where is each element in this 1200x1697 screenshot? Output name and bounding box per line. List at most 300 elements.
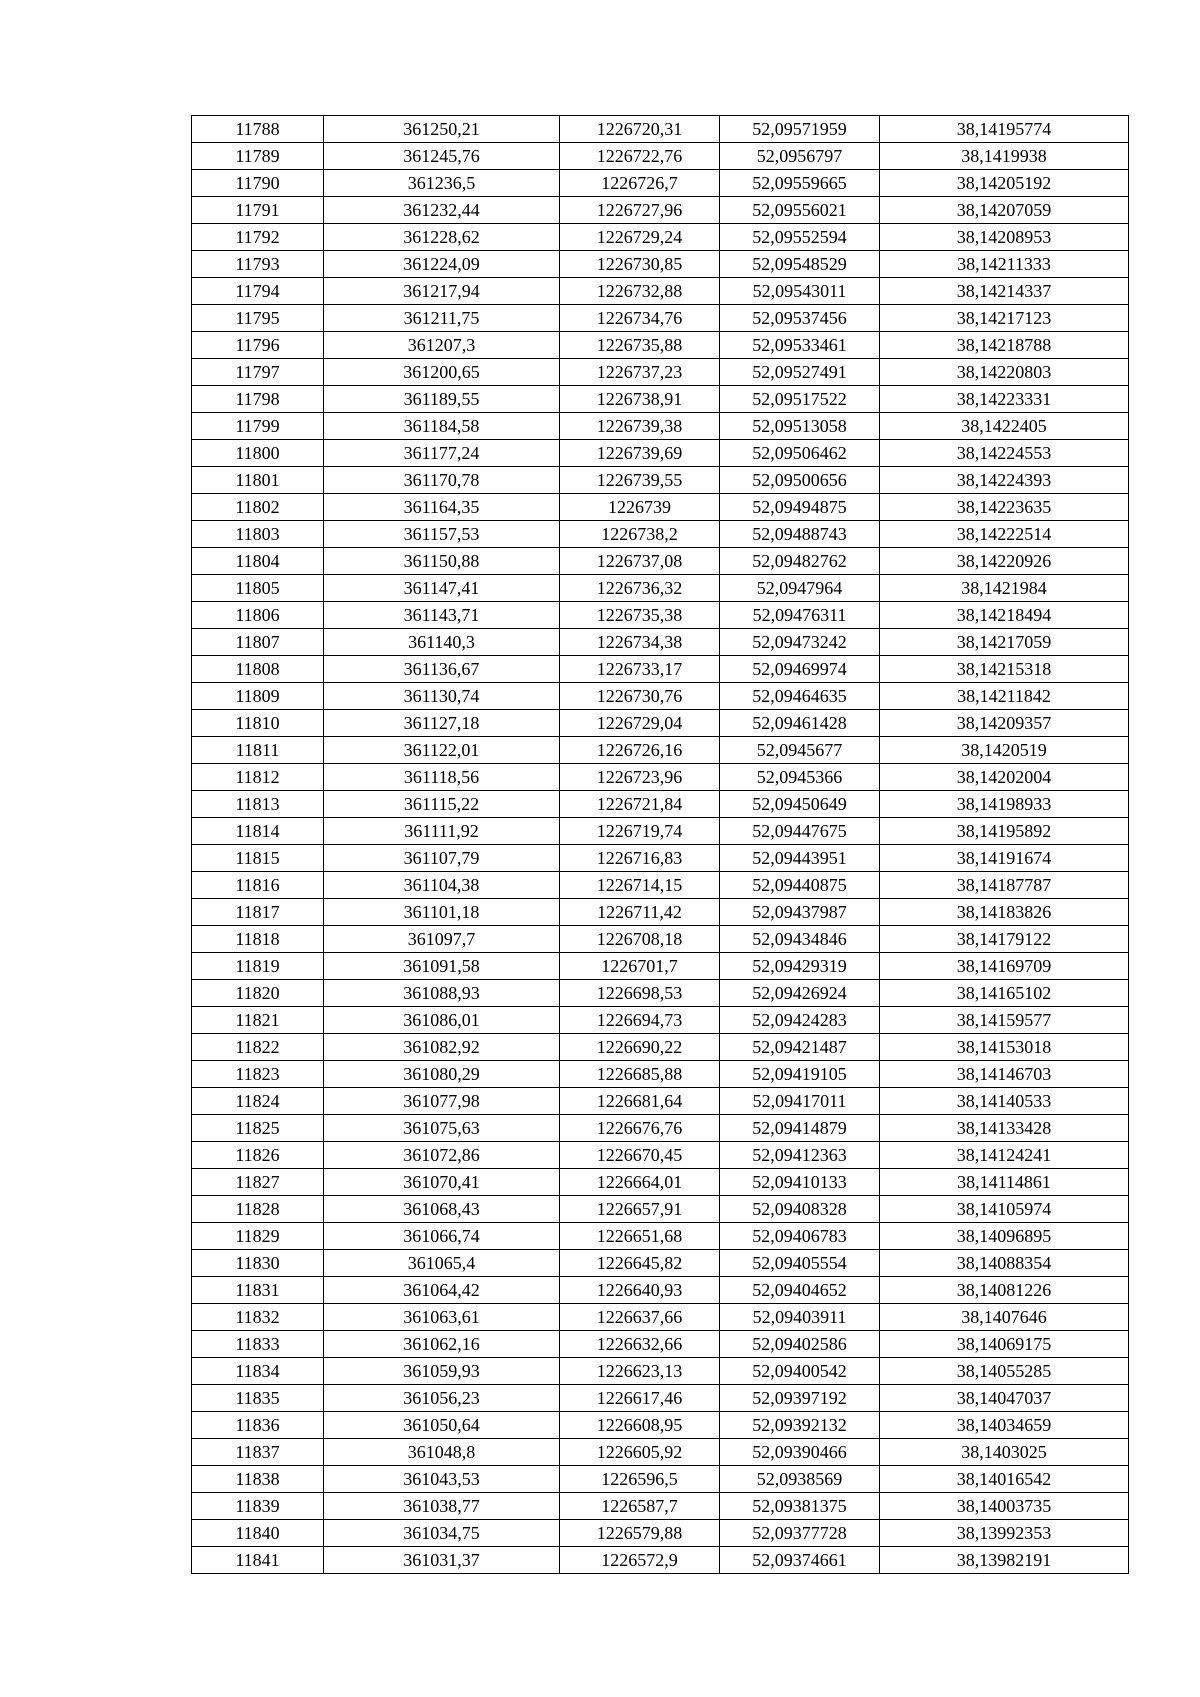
table-row — [192, 1223, 1129, 1250]
table-row — [192, 575, 1129, 602]
latitude-cell: 52,09429319 — [720, 953, 880, 980]
point-number-cell: 11829 — [192, 1223, 324, 1250]
latitude-cell: 52,09417011 — [720, 1088, 880, 1115]
table-row — [192, 1520, 1129, 1547]
y-coordinate-cell: 1226690,22 — [560, 1034, 720, 1061]
x-coordinate-cell: 361059,93 — [324, 1358, 560, 1385]
table-row — [192, 1250, 1129, 1277]
point-number-cell: 11815 — [192, 845, 324, 872]
x-coordinate-cell: 361236,5 — [324, 170, 560, 197]
longitude-cell: 38,14223635 — [880, 494, 1129, 521]
x-coordinate-cell: 361070,41 — [324, 1169, 560, 1196]
x-coordinate-cell: 361050,64 — [324, 1412, 560, 1439]
x-coordinate-cell: 361170,78 — [324, 467, 560, 494]
latitude-cell: 52,09434846 — [720, 926, 880, 953]
x-coordinate-cell: 361232,44 — [324, 197, 560, 224]
table-row — [192, 305, 1129, 332]
longitude-cell: 38,14207059 — [880, 197, 1129, 224]
longitude-cell: 38,14187787 — [880, 872, 1129, 899]
y-coordinate-cell: 1226632,66 — [560, 1331, 720, 1358]
latitude-cell: 52,09537456 — [720, 305, 880, 332]
table-row — [192, 170, 1129, 197]
x-coordinate-cell: 361066,74 — [324, 1223, 560, 1250]
point-number-cell: 11821 — [192, 1007, 324, 1034]
y-coordinate-cell: 1226726,7 — [560, 170, 720, 197]
y-coordinate-cell: 1226708,18 — [560, 926, 720, 953]
longitude-cell: 38,14016542 — [880, 1466, 1129, 1493]
x-coordinate-cell: 361224,09 — [324, 251, 560, 278]
table-row — [192, 494, 1129, 521]
y-coordinate-cell: 1226719,74 — [560, 818, 720, 845]
point-number-cell: 11835 — [192, 1385, 324, 1412]
y-coordinate-cell: 1226735,88 — [560, 332, 720, 359]
point-number-cell: 11790 — [192, 170, 324, 197]
longitude-cell: 38,14088354 — [880, 1250, 1129, 1277]
point-number-cell: 11791 — [192, 197, 324, 224]
y-coordinate-cell: 1226637,66 — [560, 1304, 720, 1331]
y-coordinate-cell: 1226605,92 — [560, 1439, 720, 1466]
longitude-cell: 38,14169709 — [880, 953, 1129, 980]
table-row — [192, 629, 1129, 656]
table-row — [192, 251, 1129, 278]
longitude-cell: 38,1407646 — [880, 1304, 1129, 1331]
point-number-cell: 11805 — [192, 575, 324, 602]
latitude-cell: 52,09469974 — [720, 656, 880, 683]
y-coordinate-cell: 1226670,45 — [560, 1142, 720, 1169]
x-coordinate-cell: 361143,71 — [324, 602, 560, 629]
point-number-cell: 11811 — [192, 737, 324, 764]
latitude-cell: 52,09559665 — [720, 170, 880, 197]
y-coordinate-cell: 1226587,7 — [560, 1493, 720, 1520]
y-coordinate-cell: 1226596,5 — [560, 1466, 720, 1493]
point-number-cell: 11812 — [192, 764, 324, 791]
latitude-cell: 52,09412363 — [720, 1142, 880, 1169]
longitude-cell: 38,14222514 — [880, 521, 1129, 548]
point-number-cell: 11813 — [192, 791, 324, 818]
y-coordinate-cell: 1226734,38 — [560, 629, 720, 656]
y-coordinate-cell: 1226694,73 — [560, 1007, 720, 1034]
latitude-cell: 52,09403911 — [720, 1304, 880, 1331]
point-number-cell: 11802 — [192, 494, 324, 521]
latitude-cell: 52,09421487 — [720, 1034, 880, 1061]
point-number-cell: 11834 — [192, 1358, 324, 1385]
x-coordinate-cell: 361086,01 — [324, 1007, 560, 1034]
x-coordinate-cell: 361075,63 — [324, 1115, 560, 1142]
point-number-cell: 11840 — [192, 1520, 324, 1547]
table-row — [192, 980, 1129, 1007]
table-row — [192, 278, 1129, 305]
x-coordinate-cell: 361228,62 — [324, 224, 560, 251]
table-row — [192, 1412, 1129, 1439]
longitude-cell: 38,14195892 — [880, 818, 1129, 845]
point-number-cell: 11833 — [192, 1331, 324, 1358]
table-row — [192, 116, 1129, 143]
x-coordinate-cell: 361207,3 — [324, 332, 560, 359]
longitude-cell: 38,14124241 — [880, 1142, 1129, 1169]
point-number-cell: 11841 — [192, 1547, 324, 1574]
point-number-cell: 11816 — [192, 872, 324, 899]
point-number-cell: 11795 — [192, 305, 324, 332]
x-coordinate-cell: 361164,35 — [324, 494, 560, 521]
table-row — [192, 710, 1129, 737]
x-coordinate-cell: 361048,8 — [324, 1439, 560, 1466]
longitude-cell: 38,14208953 — [880, 224, 1129, 251]
latitude-cell: 52,09408328 — [720, 1196, 880, 1223]
x-coordinate-cell: 361038,77 — [324, 1493, 560, 1520]
y-coordinate-cell: 1226698,53 — [560, 980, 720, 1007]
latitude-cell: 52,09517522 — [720, 386, 880, 413]
table-row — [192, 1304, 1129, 1331]
y-coordinate-cell: 1226645,82 — [560, 1250, 720, 1277]
y-coordinate-cell: 1226721,84 — [560, 791, 720, 818]
coordinates-table-body — [192, 116, 1129, 1574]
y-coordinate-cell: 1226732,88 — [560, 278, 720, 305]
y-coordinate-cell: 1226664,01 — [560, 1169, 720, 1196]
point-number-cell: 11825 — [192, 1115, 324, 1142]
latitude-cell: 52,0947964 — [720, 575, 880, 602]
table-row — [192, 1196, 1129, 1223]
y-coordinate-cell: 1226723,96 — [560, 764, 720, 791]
longitude-cell: 38,14146703 — [880, 1061, 1129, 1088]
point-number-cell: 11789 — [192, 143, 324, 170]
longitude-cell: 38,1419938 — [880, 143, 1129, 170]
y-coordinate-cell: 1226738,91 — [560, 386, 720, 413]
latitude-cell: 52,09381375 — [720, 1493, 880, 1520]
point-number-cell: 11819 — [192, 953, 324, 980]
x-coordinate-cell: 361064,42 — [324, 1277, 560, 1304]
table-row — [192, 440, 1129, 467]
longitude-cell: 38,14217059 — [880, 629, 1129, 656]
y-coordinate-cell: 1226737,23 — [560, 359, 720, 386]
point-number-cell: 11798 — [192, 386, 324, 413]
table-row — [192, 926, 1129, 953]
point-number-cell: 11831 — [192, 1277, 324, 1304]
point-number-cell: 11801 — [192, 467, 324, 494]
x-coordinate-cell: 361111,92 — [324, 818, 560, 845]
y-coordinate-cell: 1226738,2 — [560, 521, 720, 548]
latitude-cell: 52,09437987 — [720, 899, 880, 926]
y-coordinate-cell: 1226608,95 — [560, 1412, 720, 1439]
table-row — [192, 953, 1129, 980]
latitude-cell: 52,09506462 — [720, 440, 880, 467]
y-coordinate-cell: 1226737,08 — [560, 548, 720, 575]
table-row — [192, 548, 1129, 575]
longitude-cell: 38,14081226 — [880, 1277, 1129, 1304]
table-row — [192, 1169, 1129, 1196]
x-coordinate-cell: 361056,23 — [324, 1385, 560, 1412]
latitude-cell: 52,0945366 — [720, 764, 880, 791]
x-coordinate-cell: 361189,55 — [324, 386, 560, 413]
x-coordinate-cell: 361065,4 — [324, 1250, 560, 1277]
table-row — [192, 791, 1129, 818]
longitude-cell: 38,13982191 — [880, 1547, 1129, 1574]
point-number-cell: 11809 — [192, 683, 324, 710]
y-coordinate-cell: 1226714,15 — [560, 872, 720, 899]
y-coordinate-cell: 1226739 — [560, 494, 720, 521]
latitude-cell: 52,09404652 — [720, 1277, 880, 1304]
table-row — [192, 1277, 1129, 1304]
x-coordinate-cell: 361136,67 — [324, 656, 560, 683]
table-row — [192, 1385, 1129, 1412]
y-coordinate-cell: 1226739,55 — [560, 467, 720, 494]
x-coordinate-cell: 361250,21 — [324, 116, 560, 143]
table-row — [192, 332, 1129, 359]
y-coordinate-cell: 1226685,88 — [560, 1061, 720, 1088]
latitude-cell: 52,09556021 — [720, 197, 880, 224]
longitude-cell: 38,14140533 — [880, 1088, 1129, 1115]
latitude-cell: 52,0945677 — [720, 737, 880, 764]
longitude-cell: 38,14209357 — [880, 710, 1129, 737]
longitude-cell: 38,14224393 — [880, 467, 1129, 494]
x-coordinate-cell: 361127,18 — [324, 710, 560, 737]
latitude-cell: 52,09450649 — [720, 791, 880, 818]
longitude-cell: 38,14159577 — [880, 1007, 1129, 1034]
latitude-cell: 52,09488743 — [720, 521, 880, 548]
latitude-cell: 52,09390466 — [720, 1439, 880, 1466]
latitude-cell: 52,09494875 — [720, 494, 880, 521]
longitude-cell: 38,14165102 — [880, 980, 1129, 1007]
point-number-cell: 11830 — [192, 1250, 324, 1277]
x-coordinate-cell: 361077,98 — [324, 1088, 560, 1115]
table-row — [192, 521, 1129, 548]
table-row — [192, 1061, 1129, 1088]
table-row — [192, 467, 1129, 494]
table-row — [192, 413, 1129, 440]
latitude-cell: 52,09405554 — [720, 1250, 880, 1277]
y-coordinate-cell: 1226735,38 — [560, 602, 720, 629]
longitude-cell: 38,14202004 — [880, 764, 1129, 791]
table-row — [192, 359, 1129, 386]
x-coordinate-cell: 361101,18 — [324, 899, 560, 926]
longitude-cell: 38,14215318 — [880, 656, 1129, 683]
y-coordinate-cell: 1226716,83 — [560, 845, 720, 872]
y-coordinate-cell: 1226681,64 — [560, 1088, 720, 1115]
latitude-cell: 52,09513058 — [720, 413, 880, 440]
latitude-cell: 52,09410133 — [720, 1169, 880, 1196]
x-coordinate-cell: 361184,58 — [324, 413, 560, 440]
table-row — [192, 1115, 1129, 1142]
point-number-cell: 11837 — [192, 1439, 324, 1466]
latitude-cell: 52,09414879 — [720, 1115, 880, 1142]
y-coordinate-cell: 1226729,04 — [560, 710, 720, 737]
x-coordinate-cell: 361130,74 — [324, 683, 560, 710]
longitude-cell: 38,14198933 — [880, 791, 1129, 818]
latitude-cell: 52,09447675 — [720, 818, 880, 845]
table-row — [192, 386, 1129, 413]
point-number-cell: 11799 — [192, 413, 324, 440]
table-row — [192, 1142, 1129, 1169]
table-row — [192, 1088, 1129, 1115]
point-number-cell: 11797 — [192, 359, 324, 386]
x-coordinate-cell: 361104,38 — [324, 872, 560, 899]
x-coordinate-cell: 361072,86 — [324, 1142, 560, 1169]
table-row — [192, 602, 1129, 629]
longitude-cell: 38,14183826 — [880, 899, 1129, 926]
latitude-cell: 52,09482762 — [720, 548, 880, 575]
latitude-cell: 52,09533461 — [720, 332, 880, 359]
longitude-cell: 38,14223331 — [880, 386, 1129, 413]
x-coordinate-cell: 361140,3 — [324, 629, 560, 656]
point-number-cell: 11817 — [192, 899, 324, 926]
point-number-cell: 11828 — [192, 1196, 324, 1223]
point-number-cell: 11792 — [192, 224, 324, 251]
latitude-cell: 52,09473242 — [720, 629, 880, 656]
x-coordinate-cell: 361200,65 — [324, 359, 560, 386]
table-row — [192, 1007, 1129, 1034]
latitude-cell: 52,09464635 — [720, 683, 880, 710]
y-coordinate-cell: 1226736,32 — [560, 575, 720, 602]
x-coordinate-cell: 361115,22 — [324, 791, 560, 818]
longitude-cell: 38,14034659 — [880, 1412, 1129, 1439]
table-row — [192, 737, 1129, 764]
x-coordinate-cell: 361177,24 — [324, 440, 560, 467]
table-row — [192, 899, 1129, 926]
point-number-cell: 11814 — [192, 818, 324, 845]
y-coordinate-cell: 1226729,24 — [560, 224, 720, 251]
longitude-cell: 38,14047037 — [880, 1385, 1129, 1412]
x-coordinate-cell: 361063,61 — [324, 1304, 560, 1331]
longitude-cell: 38,14114861 — [880, 1169, 1129, 1196]
y-coordinate-cell: 1226739,38 — [560, 413, 720, 440]
longitude-cell: 38,1403025 — [880, 1439, 1129, 1466]
point-number-cell: 11793 — [192, 251, 324, 278]
x-coordinate-cell: 361107,79 — [324, 845, 560, 872]
y-coordinate-cell: 1226720,31 — [560, 116, 720, 143]
latitude-cell: 52,09548529 — [720, 251, 880, 278]
latitude-cell: 52,09400542 — [720, 1358, 880, 1385]
point-number-cell: 11788 — [192, 116, 324, 143]
longitude-cell: 38,14220926 — [880, 548, 1129, 575]
y-coordinate-cell: 1226701,7 — [560, 953, 720, 980]
y-coordinate-cell: 1226734,76 — [560, 305, 720, 332]
point-number-cell: 11806 — [192, 602, 324, 629]
table-row — [192, 1439, 1129, 1466]
point-number-cell: 11832 — [192, 1304, 324, 1331]
table-row — [192, 1331, 1129, 1358]
point-number-cell: 11838 — [192, 1466, 324, 1493]
longitude-cell: 38,13992353 — [880, 1520, 1129, 1547]
y-coordinate-cell: 1226657,91 — [560, 1196, 720, 1223]
longitude-cell: 38,14211333 — [880, 251, 1129, 278]
x-coordinate-cell: 361082,92 — [324, 1034, 560, 1061]
point-number-cell: 11826 — [192, 1142, 324, 1169]
point-number-cell: 11796 — [192, 332, 324, 359]
y-coordinate-cell: 1226722,76 — [560, 143, 720, 170]
latitude-cell: 52,09426924 — [720, 980, 880, 1007]
table-row — [192, 764, 1129, 791]
longitude-cell: 38,14220803 — [880, 359, 1129, 386]
point-number-cell: 11794 — [192, 278, 324, 305]
latitude-cell: 52,09500656 — [720, 467, 880, 494]
latitude-cell: 52,09552594 — [720, 224, 880, 251]
y-coordinate-cell: 1226623,13 — [560, 1358, 720, 1385]
latitude-cell: 52,09443951 — [720, 845, 880, 872]
x-coordinate-cell: 361031,37 — [324, 1547, 560, 1574]
table-row — [192, 683, 1129, 710]
point-number-cell: 11827 — [192, 1169, 324, 1196]
latitude-cell: 52,09374661 — [720, 1547, 880, 1574]
x-coordinate-cell: 361122,01 — [324, 737, 560, 764]
x-coordinate-cell: 361068,43 — [324, 1196, 560, 1223]
point-number-cell: 11818 — [192, 926, 324, 953]
table-row — [192, 1034, 1129, 1061]
longitude-cell: 38,14003735 — [880, 1493, 1129, 1520]
table-row — [192, 656, 1129, 683]
x-coordinate-cell: 361118,56 — [324, 764, 560, 791]
x-coordinate-cell: 361091,58 — [324, 953, 560, 980]
x-coordinate-cell: 361043,53 — [324, 1466, 560, 1493]
table-row — [192, 1466, 1129, 1493]
latitude-cell: 52,09392132 — [720, 1412, 880, 1439]
x-coordinate-cell: 361217,94 — [324, 278, 560, 305]
point-number-cell: 11839 — [192, 1493, 324, 1520]
table-row — [192, 143, 1129, 170]
x-coordinate-cell: 361211,75 — [324, 305, 560, 332]
point-number-cell: 11810 — [192, 710, 324, 737]
point-number-cell: 11804 — [192, 548, 324, 575]
table-row — [192, 1358, 1129, 1385]
latitude-cell: 52,09543011 — [720, 278, 880, 305]
coordinates-table — [191, 115, 1129, 1574]
table-row — [192, 197, 1129, 224]
x-coordinate-cell: 361147,41 — [324, 575, 560, 602]
y-coordinate-cell: 1226711,42 — [560, 899, 720, 926]
latitude-cell: 52,09419105 — [720, 1061, 880, 1088]
longitude-cell: 38,14105974 — [880, 1196, 1129, 1223]
longitude-cell: 38,14096895 — [880, 1223, 1129, 1250]
table-row — [192, 224, 1129, 251]
latitude-cell: 52,0956797 — [720, 143, 880, 170]
latitude-cell: 52,0938569 — [720, 1466, 880, 1493]
longitude-cell: 38,14191674 — [880, 845, 1129, 872]
latitude-cell: 52,09461428 — [720, 710, 880, 737]
longitude-cell: 38,14205192 — [880, 170, 1129, 197]
point-number-cell: 11824 — [192, 1088, 324, 1115]
x-coordinate-cell: 361245,76 — [324, 143, 560, 170]
y-coordinate-cell: 1226727,96 — [560, 197, 720, 224]
latitude-cell: 52,09476311 — [720, 602, 880, 629]
x-coordinate-cell: 361088,93 — [324, 980, 560, 1007]
longitude-cell: 38,14179122 — [880, 926, 1129, 953]
longitude-cell: 38,14153018 — [880, 1034, 1129, 1061]
table-row — [192, 1547, 1129, 1574]
longitude-cell: 38,14218494 — [880, 602, 1129, 629]
longitude-cell: 38,1421984 — [880, 575, 1129, 602]
latitude-cell: 52,09571959 — [720, 116, 880, 143]
latitude-cell: 52,09402586 — [720, 1331, 880, 1358]
longitude-cell: 38,1420519 — [880, 737, 1129, 764]
x-coordinate-cell: 361080,29 — [324, 1061, 560, 1088]
y-coordinate-cell: 1226726,16 — [560, 737, 720, 764]
y-coordinate-cell: 1226640,93 — [560, 1277, 720, 1304]
latitude-cell: 52,09440875 — [720, 872, 880, 899]
x-coordinate-cell: 361150,88 — [324, 548, 560, 575]
latitude-cell: 52,09397192 — [720, 1385, 880, 1412]
table-row — [192, 872, 1129, 899]
y-coordinate-cell: 1226617,46 — [560, 1385, 720, 1412]
y-coordinate-cell: 1226733,17 — [560, 656, 720, 683]
longitude-cell: 38,14218788 — [880, 332, 1129, 359]
x-coordinate-cell: 361097,7 — [324, 926, 560, 953]
longitude-cell: 38,14211842 — [880, 683, 1129, 710]
point-number-cell: 11800 — [192, 440, 324, 467]
y-coordinate-cell: 1226730,85 — [560, 251, 720, 278]
longitude-cell: 38,14224553 — [880, 440, 1129, 467]
y-coordinate-cell: 1226579,88 — [560, 1520, 720, 1547]
longitude-cell: 38,14217123 — [880, 305, 1129, 332]
longitude-cell: 38,1422405 — [880, 413, 1129, 440]
y-coordinate-cell: 1226730,76 — [560, 683, 720, 710]
